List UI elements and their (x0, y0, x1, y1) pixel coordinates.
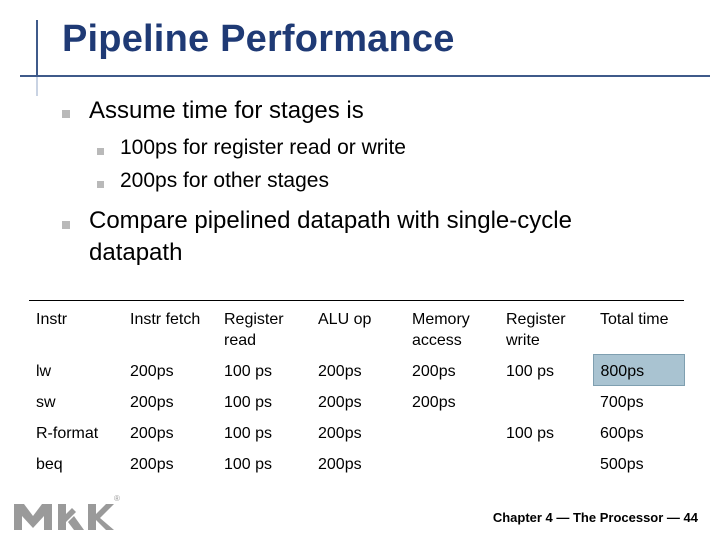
table-cell: 100 ps (506, 424, 555, 442)
bullet-text-line1: Compare pipelined datapath with single-cycle (89, 207, 572, 234)
sub-bullet-marker (97, 148, 104, 155)
table-cell: 200ps (130, 424, 174, 442)
table-cell: 100 ps (506, 362, 555, 380)
table-cell: sw (36, 393, 56, 411)
table-cell: 200ps (318, 362, 362, 380)
bullet-marker (62, 110, 70, 118)
table-cell: R-format (36, 424, 99, 442)
table-cell: 200ps (318, 455, 362, 473)
table-cell (499, 386, 593, 417)
table-cell: 200ps (130, 362, 174, 380)
header-cell-memory-access: Memory access (405, 301, 499, 355)
table-cell: 200ps (412, 362, 456, 380)
table-row (29, 417, 684, 448)
table-cell: 600ps (600, 424, 644, 442)
table-cell: 100 ps (224, 455, 273, 473)
table-cell (405, 417, 499, 448)
table-cell: 200ps (412, 393, 456, 411)
sub-bullet-text: 200ps for other stages (120, 169, 329, 192)
table-cell (405, 448, 499, 479)
frame-horizontal-line (20, 75, 710, 77)
table-row (29, 386, 684, 417)
table-row (29, 448, 684, 479)
table-cell: 700ps (600, 394, 644, 411)
table-row (29, 355, 684, 386)
footer-chapter-label: Chapter 4 — The Processor — 44 (492, 510, 698, 525)
header-cell-register-write: Register write (499, 301, 593, 355)
header-cell-alu-op: ALU op (311, 301, 405, 355)
table-header-row (29, 301, 684, 355)
bullet-text-line2: datapath (89, 239, 183, 266)
sub-bullet-marker (97, 181, 104, 188)
table-cell: 100 ps (224, 393, 273, 411)
stage-time-table (29, 300, 685, 479)
table-cell: beq (36, 455, 63, 473)
table-cell: 200ps (130, 393, 174, 411)
header-cell-register-read: Register read (217, 301, 311, 355)
table-cell-highlighted: 800ps (593, 355, 684, 386)
bullet-text: Assume time for stages is (89, 97, 364, 124)
sub-bullet-text: 100ps for register read or write (120, 136, 406, 159)
table-cell: 500ps (600, 455, 644, 473)
header-cell-total-time: Total time (593, 301, 684, 355)
table-cell: 200ps (318, 393, 362, 411)
table-cell (499, 448, 593, 479)
table-cell: 200ps (130, 455, 174, 473)
table-cell: 100 ps (224, 424, 273, 442)
registered-mark: ® (114, 494, 120, 503)
table-cell: 200ps (318, 424, 362, 442)
mk-logo-icon (14, 500, 114, 532)
slide-title: Pipeline Performance (62, 18, 455, 60)
header-cell-instr-fetch: Instr fetch (123, 301, 217, 355)
frame-vertical-line-lower (36, 76, 38, 96)
table-cell: lw (36, 362, 52, 380)
table-cell: 100 ps (224, 362, 273, 380)
header-cell-instr: Instr (29, 301, 123, 355)
bullet-marker (62, 221, 70, 229)
